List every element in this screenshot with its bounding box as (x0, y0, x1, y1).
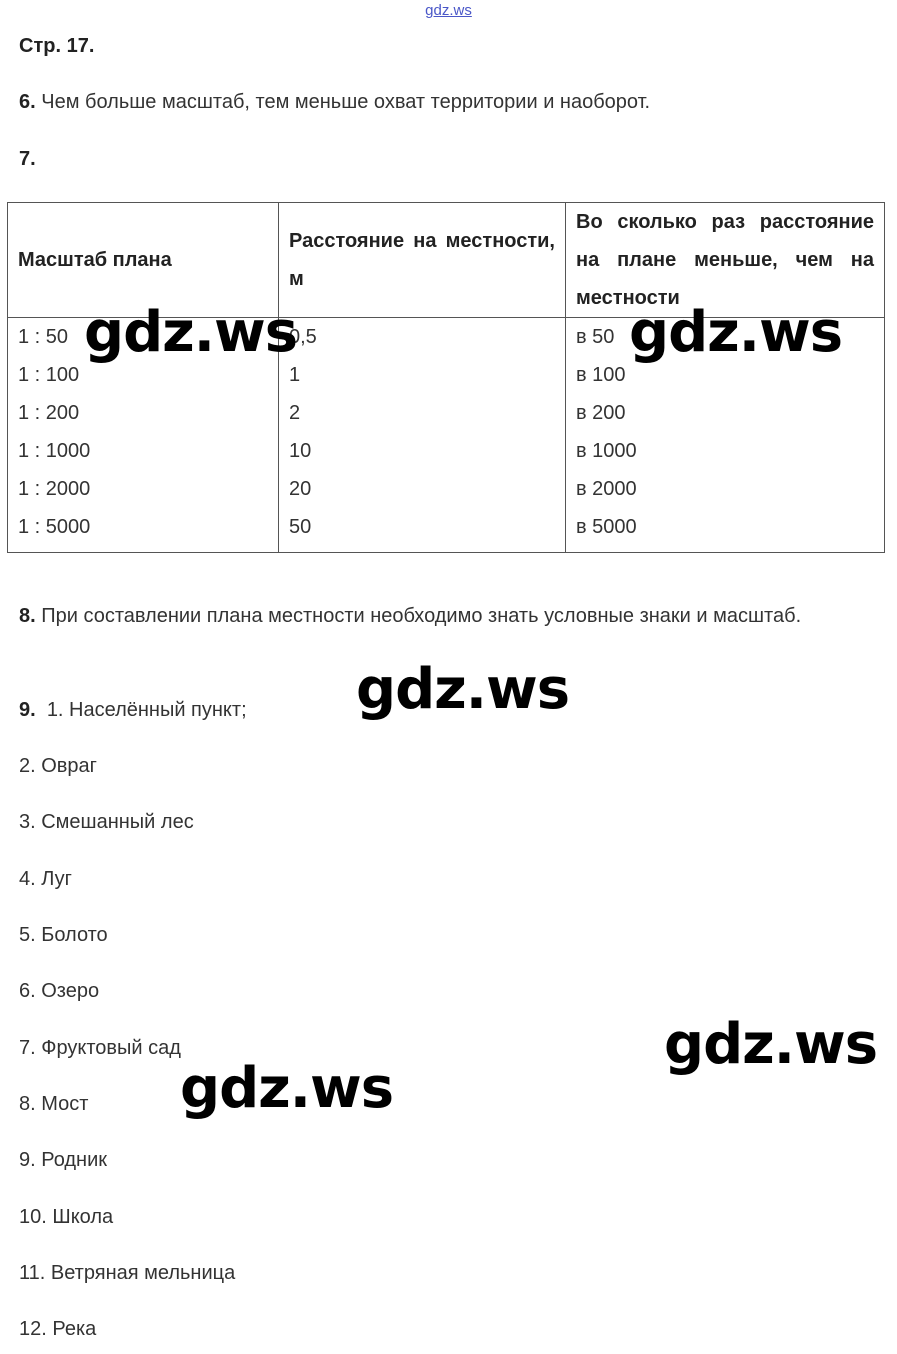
cell-scale: 1 : 100 (8, 356, 279, 394)
cell-scale: 1 : 50 (8, 318, 279, 357)
cell-scale: 1 : 200 (8, 394, 279, 432)
list-item: 7. Фруктовый сад (19, 1037, 181, 1059)
cell-distance: 10 (279, 432, 566, 470)
list-item: 12. Река (19, 1318, 97, 1340)
list-item: 8. Мост (19, 1093, 89, 1115)
watermark: gdz.ws (664, 1012, 878, 1077)
watermark: gdz.ws (180, 1056, 394, 1121)
answer-7-number: 7. (19, 148, 36, 170)
answer-6-text: Чем больше масштаб, тем меньше охват территории и наоборот. (41, 91, 651, 113)
answer-8 (19, 597, 875, 635)
table-row (8, 508, 885, 553)
cell-distance: 0,5 (279, 318, 566, 357)
answer-6 (19, 90, 650, 114)
header-ratio: Во сколько раз расстояние на плане меньше, чем на местности (566, 203, 885, 318)
page-label: Стр. 17. (19, 35, 95, 57)
cell-distance: 2 (279, 394, 566, 432)
watermark: gdz.ws (356, 657, 570, 722)
answer-9-number: 9. (19, 699, 36, 721)
list-item: 11. Ветряная мельница (19, 1262, 236, 1284)
site-link[interactable]: gdz.ws (425, 2, 472, 19)
answer-8-text: При составлении плана местности необходимо знать условные знаки и масштаб. (41, 605, 802, 627)
cell-ratio: в 5000 (566, 508, 885, 553)
list-item: 10. Школа (19, 1206, 114, 1228)
cell-scale: 1 : 1000 (8, 432, 279, 470)
cell-scale: 1 : 2000 (8, 470, 279, 508)
list-item: 1. Населённый пункт; (46, 699, 247, 721)
cell-scale: 1 : 5000 (8, 508, 279, 553)
header-scale: Масштаб плана (8, 203, 279, 318)
answer-8-number: 8. (19, 605, 36, 627)
answer-9-first (19, 698, 247, 722)
list-item: 9. Родник (19, 1149, 108, 1171)
list-item: 4. Луг (19, 868, 72, 890)
table-row (8, 394, 885, 432)
cell-ratio: в 50 (566, 318, 885, 357)
cell-ratio: в 1000 (566, 432, 885, 470)
list-item: 3. Смешанный лес (19, 811, 194, 833)
list-item: 5. Болото (19, 924, 108, 946)
cell-ratio: в 200 (566, 394, 885, 432)
list-item: 2. Овраг (19, 755, 97, 777)
table-row (8, 470, 885, 508)
cell-distance: 50 (279, 508, 566, 553)
cell-distance: 1 (279, 356, 566, 394)
header-distance: Расстояние на местности, м (279, 203, 566, 318)
scale-table (7, 202, 885, 553)
watermark: gdz.ws (84, 300, 298, 365)
list-item: 6. Озеро (19, 980, 100, 1002)
cell-distance: 20 (279, 470, 566, 508)
table-row (8, 432, 885, 470)
answer-6-number: 6. (19, 91, 36, 113)
cell-ratio: в 100 (566, 356, 885, 394)
watermark: gdz.ws (629, 300, 843, 365)
cell-ratio: в 2000 (566, 470, 885, 508)
